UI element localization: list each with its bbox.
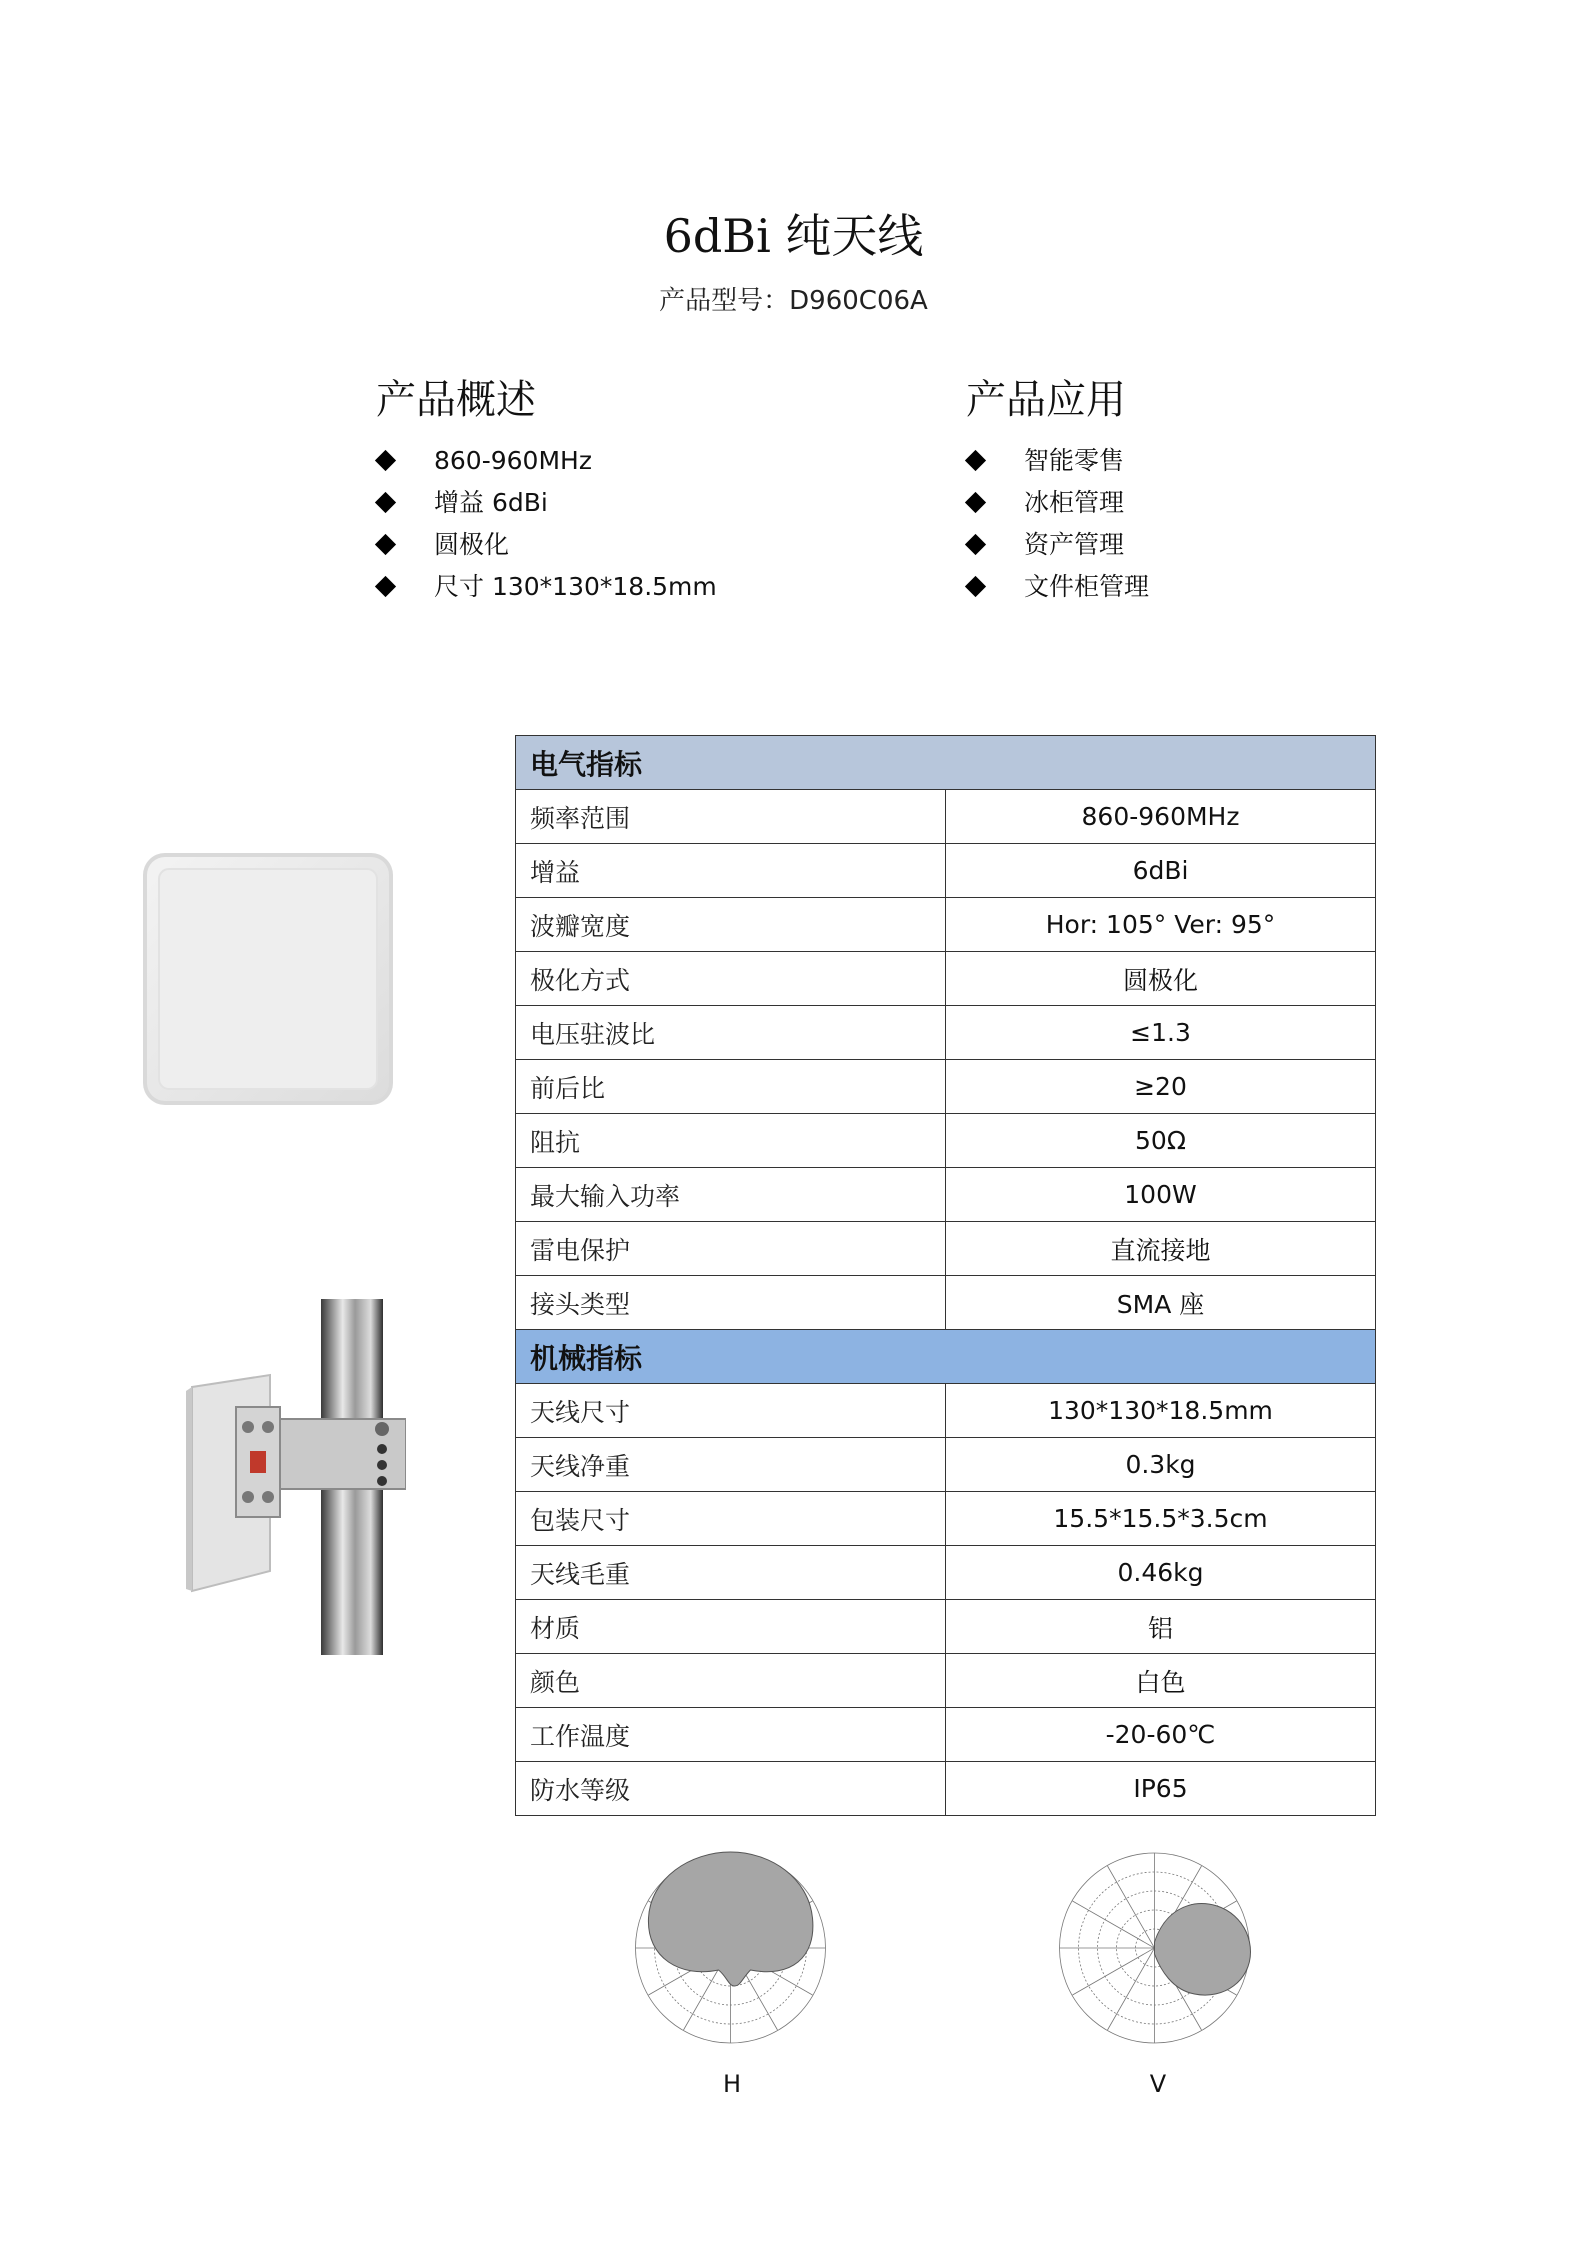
- spec-value: -20-60℃: [946, 1708, 1376, 1762]
- spec-value: 860-960MHz: [946, 790, 1376, 844]
- diamond-bullet-icon: [375, 492, 396, 513]
- spec-value: ≥20: [946, 1060, 1376, 1114]
- mechanical-heading: 机械指标: [516, 1330, 1376, 1384]
- table-row: [516, 1168, 1376, 1222]
- list-item: 冰柜管理: [966, 482, 1149, 524]
- table-row: [516, 1762, 1376, 1816]
- spec-value: 圆极化: [946, 952, 1376, 1006]
- table-row: [516, 1546, 1376, 1600]
- spec-label: 天线尺寸: [516, 1384, 946, 1438]
- table-row: [516, 790, 1376, 844]
- table-row: [516, 1114, 1376, 1168]
- list-item: 智能零售: [966, 440, 1149, 482]
- spec-value: 6dBi: [946, 844, 1376, 898]
- spec-value: Hor: 105° Ver: 95°: [946, 898, 1376, 952]
- table-row: [516, 1708, 1376, 1762]
- list-item: 文件柜管理: [966, 566, 1149, 608]
- spec-label: 防水等级: [516, 1762, 946, 1816]
- spec-table: [515, 735, 1376, 1816]
- overview-heading: 产品概述: [376, 377, 536, 423]
- list-item: 860-960MHz: [376, 440, 717, 482]
- spec-value: 0.46kg: [946, 1546, 1376, 1600]
- spec-label: 天线净重: [516, 1438, 946, 1492]
- spec-label: 雷电保护: [516, 1222, 946, 1276]
- spec-label: 极化方式: [516, 952, 946, 1006]
- applications-heading: 产品应用: [966, 377, 1126, 423]
- overview-list: [376, 440, 717, 608]
- table-row: [516, 898, 1376, 952]
- diamond-bullet-icon: [965, 492, 986, 513]
- spec-value: ≤1.3: [946, 1006, 1376, 1060]
- list-item: 尺寸 130*130*18.5mm: [376, 566, 717, 608]
- spec-label: 最大输入功率: [516, 1168, 946, 1222]
- spec-value: 0.3kg: [946, 1438, 1376, 1492]
- spec-value: 100W: [946, 1168, 1376, 1222]
- spec-label: 包装尺寸: [516, 1492, 946, 1546]
- table-row: [516, 1276, 1376, 1330]
- h-pattern-label: H: [722, 2070, 742, 2098]
- diamond-bullet-icon: [375, 576, 396, 597]
- list-item: 圆极化: [376, 524, 717, 566]
- spec-label: 增益: [516, 844, 946, 898]
- table-row: [516, 952, 1376, 1006]
- applications-list: [966, 440, 1149, 608]
- spec-value: 白色: [946, 1654, 1376, 1708]
- model-number: 产品型号：D960C06A: [659, 286, 928, 316]
- spec-label: 波瓣宽度: [516, 898, 946, 952]
- table-row: [516, 1006, 1376, 1060]
- spec-label: 前后比: [516, 1060, 946, 1114]
- diamond-bullet-icon: [965, 534, 986, 555]
- mechanical-header-row: [516, 1330, 1376, 1384]
- table-row: [516, 844, 1376, 898]
- list-item: 增益 6dBi: [376, 482, 717, 524]
- table-row: [516, 1438, 1376, 1492]
- spec-label: 天线毛重: [516, 1546, 946, 1600]
- v-plane-pattern-image: [1052, 1848, 1257, 2048]
- spec-value: IP65: [946, 1762, 1376, 1816]
- spec-value: SMA 座: [946, 1276, 1376, 1330]
- table-row: [516, 1600, 1376, 1654]
- table-row: [516, 1222, 1376, 1276]
- h-plane-pattern-image: [628, 1848, 833, 2048]
- diamond-bullet-icon: [375, 450, 396, 471]
- spec-label: 阻抗: [516, 1114, 946, 1168]
- spec-value: 15.5*15.5*3.5cm: [946, 1492, 1376, 1546]
- spec-label: 接头类型: [516, 1276, 946, 1330]
- spec-label: 材质: [516, 1600, 946, 1654]
- diamond-bullet-icon: [965, 450, 986, 471]
- spec-label: 频率范围: [516, 790, 946, 844]
- electrical-heading: 电气指标: [516, 736, 1376, 790]
- spec-label: 工作温度: [516, 1708, 946, 1762]
- diamond-bullet-icon: [375, 534, 396, 555]
- v-pattern-label: V: [1149, 2070, 1167, 2098]
- antenna-front-image: [141, 851, 395, 1107]
- page-title: 6dBi 纯天线: [663, 209, 924, 263]
- table-row: [516, 1654, 1376, 1708]
- spec-value: 铝: [946, 1600, 1376, 1654]
- list-item: 资产管理: [966, 524, 1149, 566]
- antenna-mounted-image: [186, 1299, 406, 1655]
- table-row: [516, 1384, 1376, 1438]
- table-row: [516, 1060, 1376, 1114]
- spec-label: 颜色: [516, 1654, 946, 1708]
- spec-label: 电压驻波比: [516, 1006, 946, 1060]
- diamond-bullet-icon: [965, 576, 986, 597]
- table-row: [516, 1492, 1376, 1546]
- electrical-header-row: [516, 736, 1376, 790]
- spec-value: 130*130*18.5mm: [946, 1384, 1376, 1438]
- spec-value: 直流接地: [946, 1222, 1376, 1276]
- spec-value: 50Ω: [946, 1114, 1376, 1168]
